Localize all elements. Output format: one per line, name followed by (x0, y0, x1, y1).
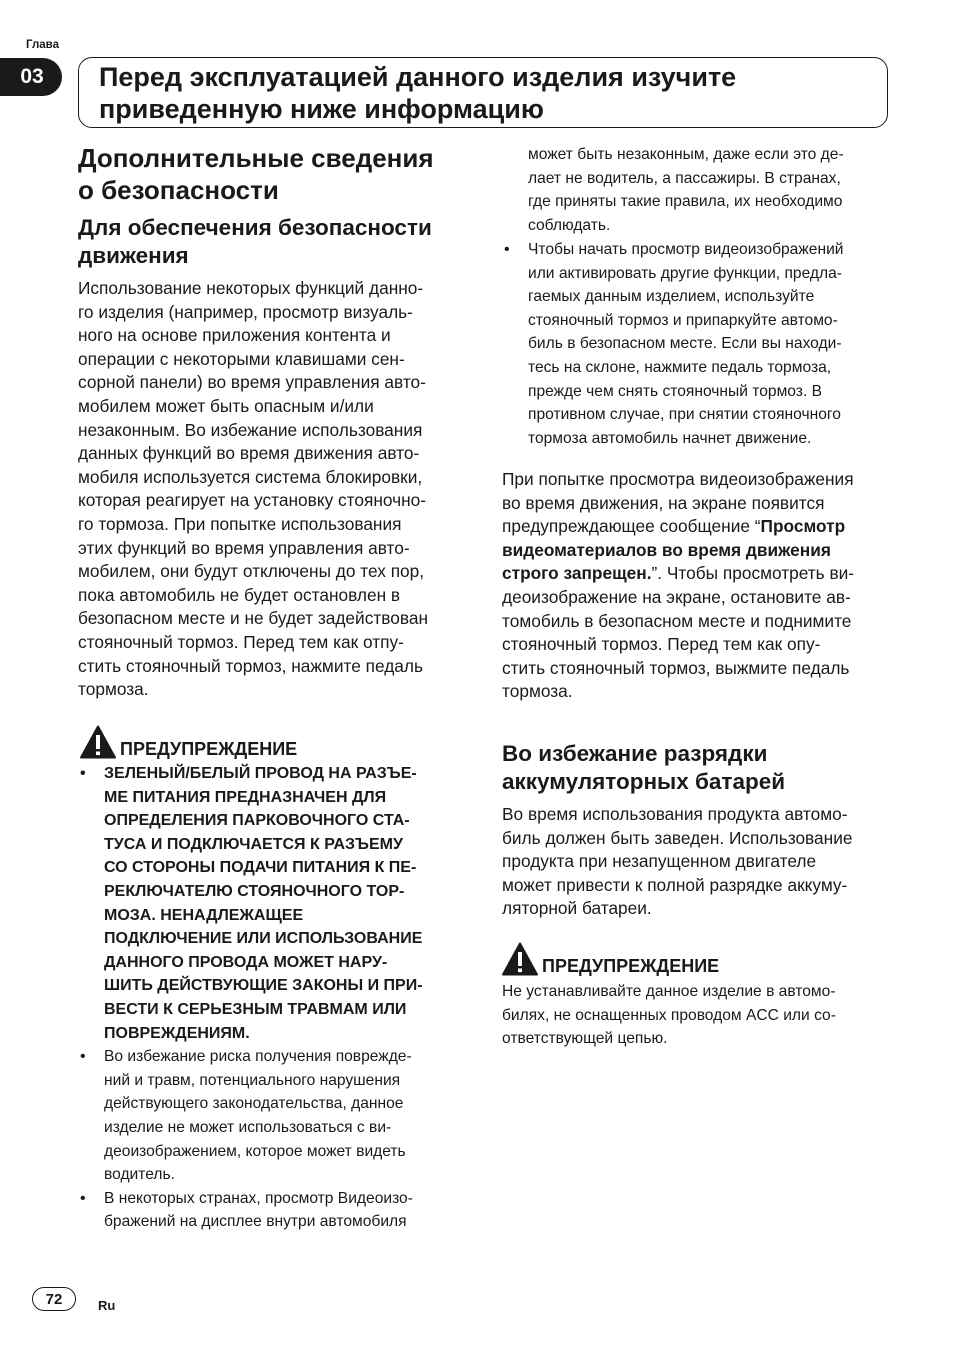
bullet-line: МЕ ПИТАНИЯ ПРЕДНАЗНАЧЕН ДЛЯ (104, 788, 387, 806)
battery-paragraph (502, 803, 852, 921)
subheading-line-1: Во избежание разрядки (502, 741, 768, 766)
warning-heading-right (502, 942, 719, 976)
paragraph-line: томобиль в безопасном месте и поднимите (502, 610, 852, 631)
warning-bullet-list-left (78, 762, 470, 1234)
paragraph-line: безопасном месте и не будет задействован (78, 608, 428, 629)
paragraph-line: операции с некоторыми клавишами сен- (78, 348, 405, 369)
paragraph-line: продукта при незапущенном двигателе (502, 851, 817, 872)
paragraph-line: ного на основе приложения контента и (78, 325, 391, 346)
bullet-line: деоизображением, которое может видеть (104, 1142, 406, 1160)
paragraph-line: может быть незаконным, даже если это де- (528, 146, 844, 163)
paragraph-line: го тормоза. При попытке использования (78, 513, 402, 534)
bullet-line: ШИТЬ ДЕЙСТВУЮЩИЕ ЗАКОНЫ И ПРИ- (104, 977, 423, 995)
page-number: 72 (32, 1287, 76, 1311)
section-heading-line-2: о безопасности (78, 175, 279, 205)
paragraph-line: ляторной батареи. (502, 898, 652, 919)
paragraph-line: тормоза. (502, 681, 573, 702)
paragraph-line: мобилем может быть опасным и/или (78, 395, 374, 416)
bullet-line: бражений на дисплее внутри автомобиля (104, 1213, 407, 1231)
paragraph-line: деоизображение на экране, остановите ав- (502, 586, 851, 607)
bullet-line: ПОДКЛЮЧЕНИЕ ИЛИ ИСПОЛЬЗОВАНИЕ (104, 930, 423, 948)
paragraph-line: которая реагирует на установку стояночно- (78, 490, 427, 511)
chapter-title-line-1: Перед эксплуатацией данного изделия изучите (99, 62, 737, 92)
paragraph-text: предупреждающее сообщение “ (502, 516, 761, 537)
subheading-battery (502, 740, 785, 796)
paragraph-line: стояночный тормоз. Перед тем как отпу- (78, 631, 404, 652)
bullet-line: СО СТОРОНЫ ПОДАЧИ ПИТАНИЯ К ПЕ- (104, 859, 417, 877)
bullet-line: МОЗА. НЕНАДЛЕЖАЩЕЕ (104, 906, 304, 924)
bullet-line: гаемых данным изделием, используйте (528, 288, 815, 306)
paragraph-line: го изделия (например, просмотр визуаль- (78, 301, 413, 322)
bullet-line: • Чтобы начать просмотр видеоизображений (528, 241, 844, 258)
bullet-line: • ЗЕЛЕНЫЙ/БЕЛЫЙ ПРОВОД НА РАЗЪЕ- (104, 765, 417, 782)
warning-heading-left (80, 725, 297, 759)
bullet-line: или активировать другие функции, предла- (528, 264, 842, 282)
bullet-line: прежде чем снять стояночный тормоз. В (528, 382, 823, 400)
paragraph-line: стить стояночный тормоз, нажмите педаль (78, 655, 423, 676)
bullet-line: тесь на склоне, нажмите педаль тормоза, (528, 358, 832, 376)
section-heading-line-1: Дополнительные сведения (78, 143, 434, 173)
paragraph-line: этих функций во время управления авто- (78, 537, 410, 558)
bullet-list-right (502, 238, 894, 450)
bullet-line: ний и травм, потенциального нарушения (104, 1071, 401, 1089)
paragraph-line: соблюдать. (528, 216, 611, 234)
paragraph-line: незаконным. Во избежание использования (78, 419, 423, 440)
bullet-line: ОПРЕДЕЛЕНИЯ ПАРКОВОЧНОГО СТА- (104, 812, 410, 830)
paragraph-line (502, 562, 854, 586)
paragraph-line: Использование некоторых функций данно- (78, 278, 424, 298)
bullet-line: биль в безопасном месте. Если вы находи- (528, 335, 842, 353)
paragraph-line: билях, не оснащенных проводом ACC или со- (502, 1006, 836, 1024)
warning-title: ПРЕДУПРЕЖДЕНИЕ (542, 956, 720, 976)
bullet-line: противном случае, при снятии стояночного (528, 406, 841, 424)
subheading-line-2: аккумуляторных батарей (502, 769, 786, 794)
section-heading-safety (78, 142, 434, 206)
paragraph-text: ”. Чтобы просмотреть ви- (651, 563, 855, 584)
driving-safety-paragraph (78, 277, 428, 702)
paragraph-line: может привести к полной разрядке аккуму- (502, 874, 848, 895)
subheading-driving-safety (78, 214, 432, 270)
warning-title: ПРЕДУПРЕЖДЕНИЕ (120, 739, 298, 759)
bullet-line: ДАННОГО ПРОВОДА МОЖЕТ НАРУ- (104, 953, 388, 971)
bullet-line: действующего законодательства, данное (104, 1095, 404, 1113)
language-code: Ru (98, 1298, 116, 1313)
paragraph-line: мобилем, они будут отключены до тех пор, (78, 561, 425, 582)
bullet-line: ПОВРЕЖДЕНИЯМ. (104, 1024, 250, 1042)
paragraph-line: биль должен быть заведен. Использование (502, 827, 853, 848)
list-item (78, 1187, 470, 1234)
paragraph-line: где приняты такие правила, их необходимо (528, 193, 843, 211)
bullet-line: РЕКЛЮЧАТЕЛЮ СТОЯНОЧНОГО ТОР- (104, 882, 405, 900)
paragraph-line: Во время использования продукта автомо- (502, 804, 848, 824)
warning-message-text: Просмотр (760, 516, 846, 537)
paragraph-line: пока автомобиль не будет остановлен в (78, 584, 401, 605)
video-warning-paragraph (502, 468, 854, 704)
paragraph-line: тормоза. (78, 679, 149, 700)
warning-triangle-icon (80, 725, 116, 759)
bullet-line: изделие не может использоваться с ви- (104, 1118, 392, 1136)
acc-warning-text (502, 980, 836, 1051)
bullet-line: ВЕСТИ К СЕРЬЕЗНЫМ ТРАВМАМ ИЛИ (104, 1000, 407, 1018)
bullet-line: • Во избежание риска получения поврежде- (104, 1048, 412, 1066)
paragraph-line: сорной панели) во время управления авто- (78, 372, 426, 393)
bullet-line: • В некоторых странах, просмотр Видеоизо- (104, 1189, 413, 1207)
warning-message-text: видеоматериалов во время движения (502, 539, 831, 560)
bullet-line: тормоза автомобиль начнет движение. (528, 429, 812, 447)
subheading-line-2: движения (78, 243, 189, 268)
warning-triangle-icon (502, 942, 538, 976)
paragraph-line: Не устанавливайте данное изделие в автомо- (502, 983, 836, 1000)
list-item (502, 238, 894, 450)
paragraph-line (502, 515, 854, 539)
paragraph-line: стояночный тормоз. Перед тем как опу- (502, 634, 821, 655)
paragraph-line: данных функций во время движения авто- (78, 443, 420, 464)
chapter-number-badge: 03 (0, 58, 62, 96)
chapter-title-line-2: приведенную ниже информацию (99, 94, 544, 124)
chapter-title-box (78, 57, 888, 128)
paragraph-line: лает не водитель, а пассажиры. В странах, (528, 169, 841, 187)
chapter-label: Глава (26, 39, 59, 51)
warning-message-text: строго запрещен. (502, 563, 652, 584)
bullet-line: ТУСА И ПОДКЛЮЧАЕТСЯ К РАЗЪЕМУ (104, 835, 403, 853)
paragraph-line: стить стояночный тормоз, выжмите педаль (502, 657, 850, 678)
paragraph-line (502, 539, 854, 563)
paragraph-line: ответствующей цепью. (502, 1030, 668, 1048)
list-item (78, 1045, 470, 1187)
list-item (78, 762, 470, 1045)
bullet-continuation (528, 143, 844, 237)
paragraph-line: мобиля используется система блокировки, (78, 466, 423, 487)
paragraph-line: При попытке просмотра видеоизображения (502, 469, 854, 489)
bullet-line: стояночный тормоз и припаркуйте автомо- (528, 311, 838, 329)
subheading-line-1: Для обеспечения безопасности (78, 215, 432, 240)
bullet-line: водитель. (104, 1166, 175, 1184)
paragraph-line: во время движения, на экране появится (502, 492, 825, 513)
